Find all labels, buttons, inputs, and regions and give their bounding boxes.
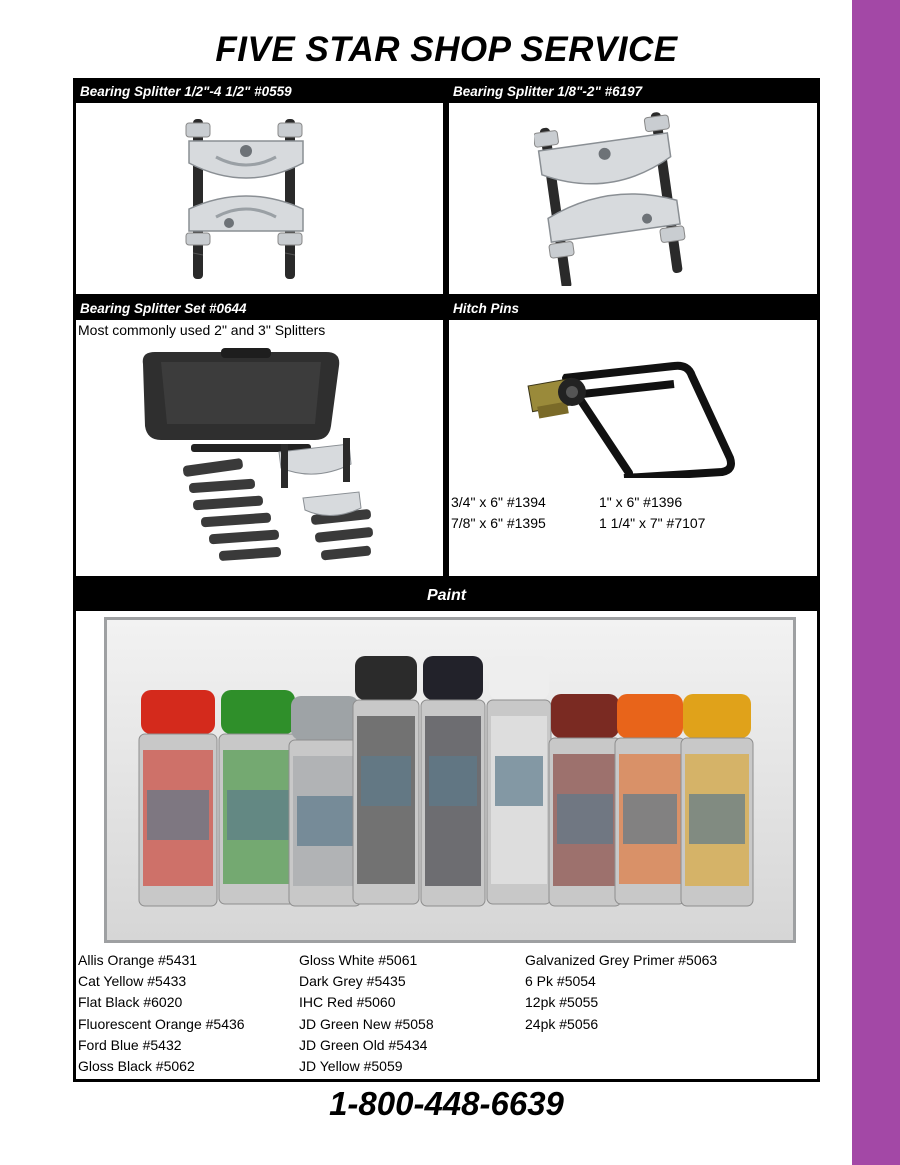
paint-can-cap [423,656,483,700]
paint-color-item: Cat Yellow #5433 [78,973,187,990]
paint-can-artwork [623,794,677,844]
paint-photo-frame [104,617,796,943]
paint-can-cap [551,694,619,738]
paint-can-artwork [495,756,543,806]
paint-can-artwork [227,790,289,840]
page-title: FIVE STAR SHOP SERVICE [215,30,678,69]
paint-color-item: 12pk #5055 [525,994,599,1011]
paint-cans-icon [107,620,793,940]
paint-color-item: Galvanized Grey Primer #5063 [525,952,718,968]
paint-can-cap [489,656,549,700]
product-title: Bearing Splitter 1/2"-4 1/2" #0559 [76,81,443,103]
paint-can-cap [617,694,683,738]
product-card-hitch-pins [449,298,817,576]
splitter-set-case-icon [131,344,386,572]
paint-color-item: Dark Grey #5435 [299,973,406,990]
product-card-6197 [449,81,817,294]
paint-can-artwork [361,756,411,806]
paint-section [76,581,817,1079]
hitch-pin-icon [524,338,739,478]
catalog-grid [73,78,820,1082]
product-card-0559 [76,81,443,294]
paint-can-artwork [689,794,745,844]
paint-color-item: JD Green New #5058 [299,1015,434,1032]
product-title: Hitch Pins [449,298,817,320]
paint-can-artwork [147,790,209,840]
paint-color-item: Fluorescent Orange #5436 [78,1015,245,1032]
bearing-splitter-icon [534,111,694,286]
phone-number: 1-800-448-6639 [329,1085,564,1122]
hitch-pin-size: 7/8" x 6" #1395 [451,515,546,531]
paint-can-artwork [429,756,477,806]
paint-can-cap [355,656,417,700]
hitch-pin-size: 1 1/4" x 7" #7107 [599,515,706,531]
paint-can-cap [141,690,215,734]
paint-color-item: Ford Blue #5432 [78,1036,182,1053]
paint-color-item: JD Yellow #5059 [299,1058,403,1074]
paint-title: Paint [76,581,817,611]
paint-can-artwork [297,796,353,846]
hitch-pin-size: 1" x 6" #1396 [599,494,683,510]
bearing-splitter-icon [181,113,311,283]
paint-color-item: IHC Red #5060 [299,994,396,1011]
paint-color-item: Flat Black #6020 [78,994,183,1011]
paint-color-item: Allis Orange #5431 [78,952,198,968]
paint-color-item: JD Green Old #5434 [299,1036,428,1053]
paint-color-item: Gloss Black #5062 [78,1058,195,1074]
paint-can-cap [683,694,751,738]
paint-color-item: 24pk #5056 [525,1015,599,1032]
product-description: Most commonly used 2" and 3" Splitters [78,322,326,338]
paint-can-cap [221,690,295,734]
product-title: Bearing Splitter 1/8"-2" #6197 [449,81,817,103]
product-title: Bearing Splitter Set #0644 [76,298,443,320]
accent-sidebar [852,0,900,1165]
hitch-pin-size: 3/4" x 6" #1394 [451,494,546,510]
paint-color-item: 6 Pk #5054 [525,973,596,990]
paint-color-item: Gloss White #5061 [299,952,418,968]
paint-can-artwork [557,794,613,844]
product-card-0644 [76,298,443,576]
paint-can-cap [291,696,359,740]
